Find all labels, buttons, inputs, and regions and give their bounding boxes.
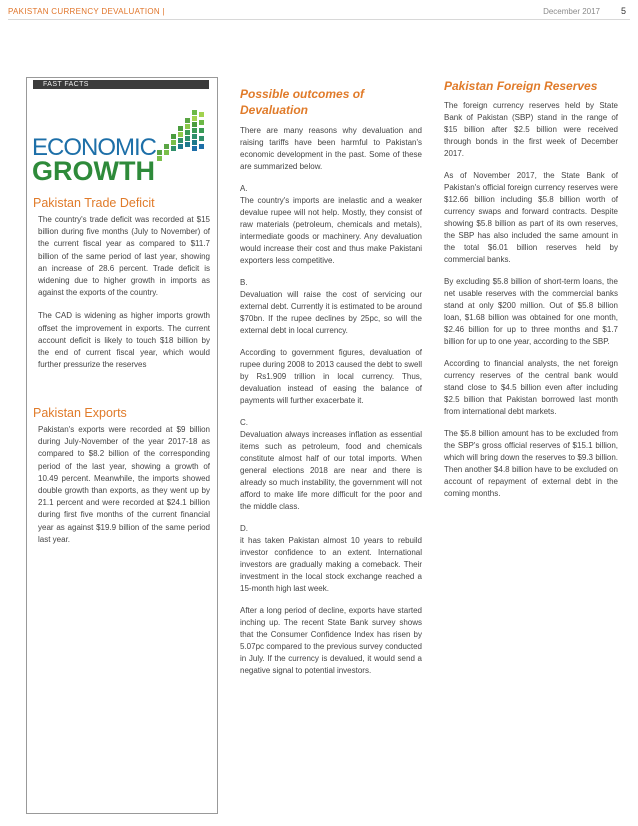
header-title: PAKISTAN CURRENCY DEVALUATION | <box>8 7 165 16</box>
logo-economic: ECONOMIC <box>32 134 156 161</box>
section-a-letter: A. <box>240 184 248 193</box>
section-d-letter: D. <box>240 524 248 533</box>
section-a <box>240 183 422 267</box>
foreign-reserves-title: Pakistan Foreign Reserves <box>444 79 598 93</box>
trade-deficit-heading: Pakistan Trade Deficit <box>33 196 155 210</box>
logo-growth: GROWTH <box>32 156 155 186</box>
reserves-paragraph-5: The $5.8 billion amount has to be excluded from the SBP's gross official reserves of $15.1 billion, which will bring down the reserves to $9.3 billion. Then another $4.8 billion have to be excluded on account of repayment of external debt in the coming months. <box>444 429 618 498</box>
section-d <box>240 523 422 595</box>
section-c-text: Devaluation always increases inflation as essential items such as petroleum, food and chemicals constitute almost half of our total imports. When general elections 2018 are near and there is already so much instability, the government will not afford to make life more difficult for the poor and the middle class. <box>240 430 422 511</box>
reserves-paragraph-1: The foreign currency reserves held by State Bank of Pakistan (SBP) stand in the range of $15 billion after $2.5 billion were received through bonds in the first week of December 2017. <box>444 101 618 158</box>
section-b-letter: B. <box>240 278 248 287</box>
exports-text <box>38 424 210 557</box>
foreign-reserves-column <box>444 100 618 510</box>
devaluation-title: Possible outcomes of Devaluation <box>240 87 365 117</box>
fast-facts-label: FAST FACTS <box>43 81 89 88</box>
section-d-text: it has taken Pakistan almost 10 years to rebuild investor confidence to an extent. International investors are gradually making a comeback. Their investment in the local stock exchange reached a 15-month high last week. <box>240 536 422 593</box>
exports-heading: Pakistan Exports <box>33 406 127 420</box>
header-divider <box>8 19 630 20</box>
trade-deficit-paragraph-2: The CAD is widening as higher imports growth offset the improvement in exports. The current account deficit is likely to touch $18 billion by the end of current fiscal year, which would further pressurize the reserves <box>38 311 210 370</box>
fast-facts-bar <box>33 80 209 89</box>
devaluation-column <box>240 125 422 687</box>
trade-deficit-text <box>38 214 210 382</box>
section-c <box>240 417 422 513</box>
section-c-letter: C. <box>240 418 248 427</box>
section-b-continued: According to government figures, devaluation of rupee during 2008 to 2013 caused the debt to swell by Rs1.909 trillion in local currency. Thus, devaluation instead of easing the balance of payments will further exacerbate it. <box>240 348 422 405</box>
section-b <box>240 277 422 337</box>
fast-facts-sidebar <box>26 77 218 814</box>
trade-deficit-paragraph-1: The country's trade deficit was recorded at $15 billion during five months (July to November) of the current fiscal year as compared to $11.7 billion of the same period of last year, showing an increase of 28.6 percent. Trade deficit is widening due to higher growth in imports as against the exports of the country. <box>38 215 210 298</box>
section-b-text: Devaluation will raise the cost of servicing our external debt. Currently it is estimated to be around $70bn. If the rupee declines by 25pc, so will the external debt in local currency. <box>240 290 422 335</box>
section-a-text: The country's imports are inelastic and a weaker devalue rupee will not help. Mostly, they consist of raw materials (petroleum, chemicals and metals), intermediate goods or machinery. Any devaluation would increase their cost and thus make Pakistani exporters less competitive. <box>240 196 422 265</box>
reserves-paragraph-2: As of November 2017, the State Bank of Pakistan's official foreign currency reserves were $12.66 billion including $5.8 billion worth of currency swaps and forward contracts. Despite showing $5.8 billion as part of its own reserves, the SBP has also included the same amount in the total $6.01 billion reserves held by commercial banks. <box>444 171 618 264</box>
exports-paragraph: Pakistan's exports were recorded at $9 billion during July-November of the year 2017-18 as compared to $8.2 billion of the corresponding period of the last year, showing a growth of 10.49 percent. Meanwhile, the imports showed double growth than exports, as they went up by 21.1 percent and were recorded at $24.1 billion during first five months of the current financial year as against $19.9 billion of the same period last year. <box>38 425 210 544</box>
page-number: 5 <box>620 6 626 16</box>
section-d-continued: After a long period of decline, exports have started inching up. The recent State Bank survey shows that the Consumer Confidence Index has risen by 5.07pc compared to the previous survey conducted in July. If the currency is devalued, it would send a negative signal to potential investors. <box>240 606 422 675</box>
reserves-paragraph-3: By excluding $5.8 billion of short-term loans, the net usable reserves with the commercial banks stand at only $200 million. Out of $5.8 billion loan, $1.68 billion was obtained for one month, $2.46 billion for up to three months and $1.7 billion for up to one year, according to the SBP. <box>444 277 618 346</box>
reserves-paragraph-4: According to financial analysts, the net foreign currency reserves of the central bank would stand close to $4.5 billion even after including $2.5 billion that Pakistan borrowed last month from international debt markets. <box>444 359 618 416</box>
page-header <box>0 0 638 20</box>
header-date: December 2017 <box>543 7 600 16</box>
devaluation-intro: There are many reasons why devaluation and raising tariffs have been harmful to Pakistan's economic development in the past. Some of these are summarized below. <box>240 126 422 171</box>
